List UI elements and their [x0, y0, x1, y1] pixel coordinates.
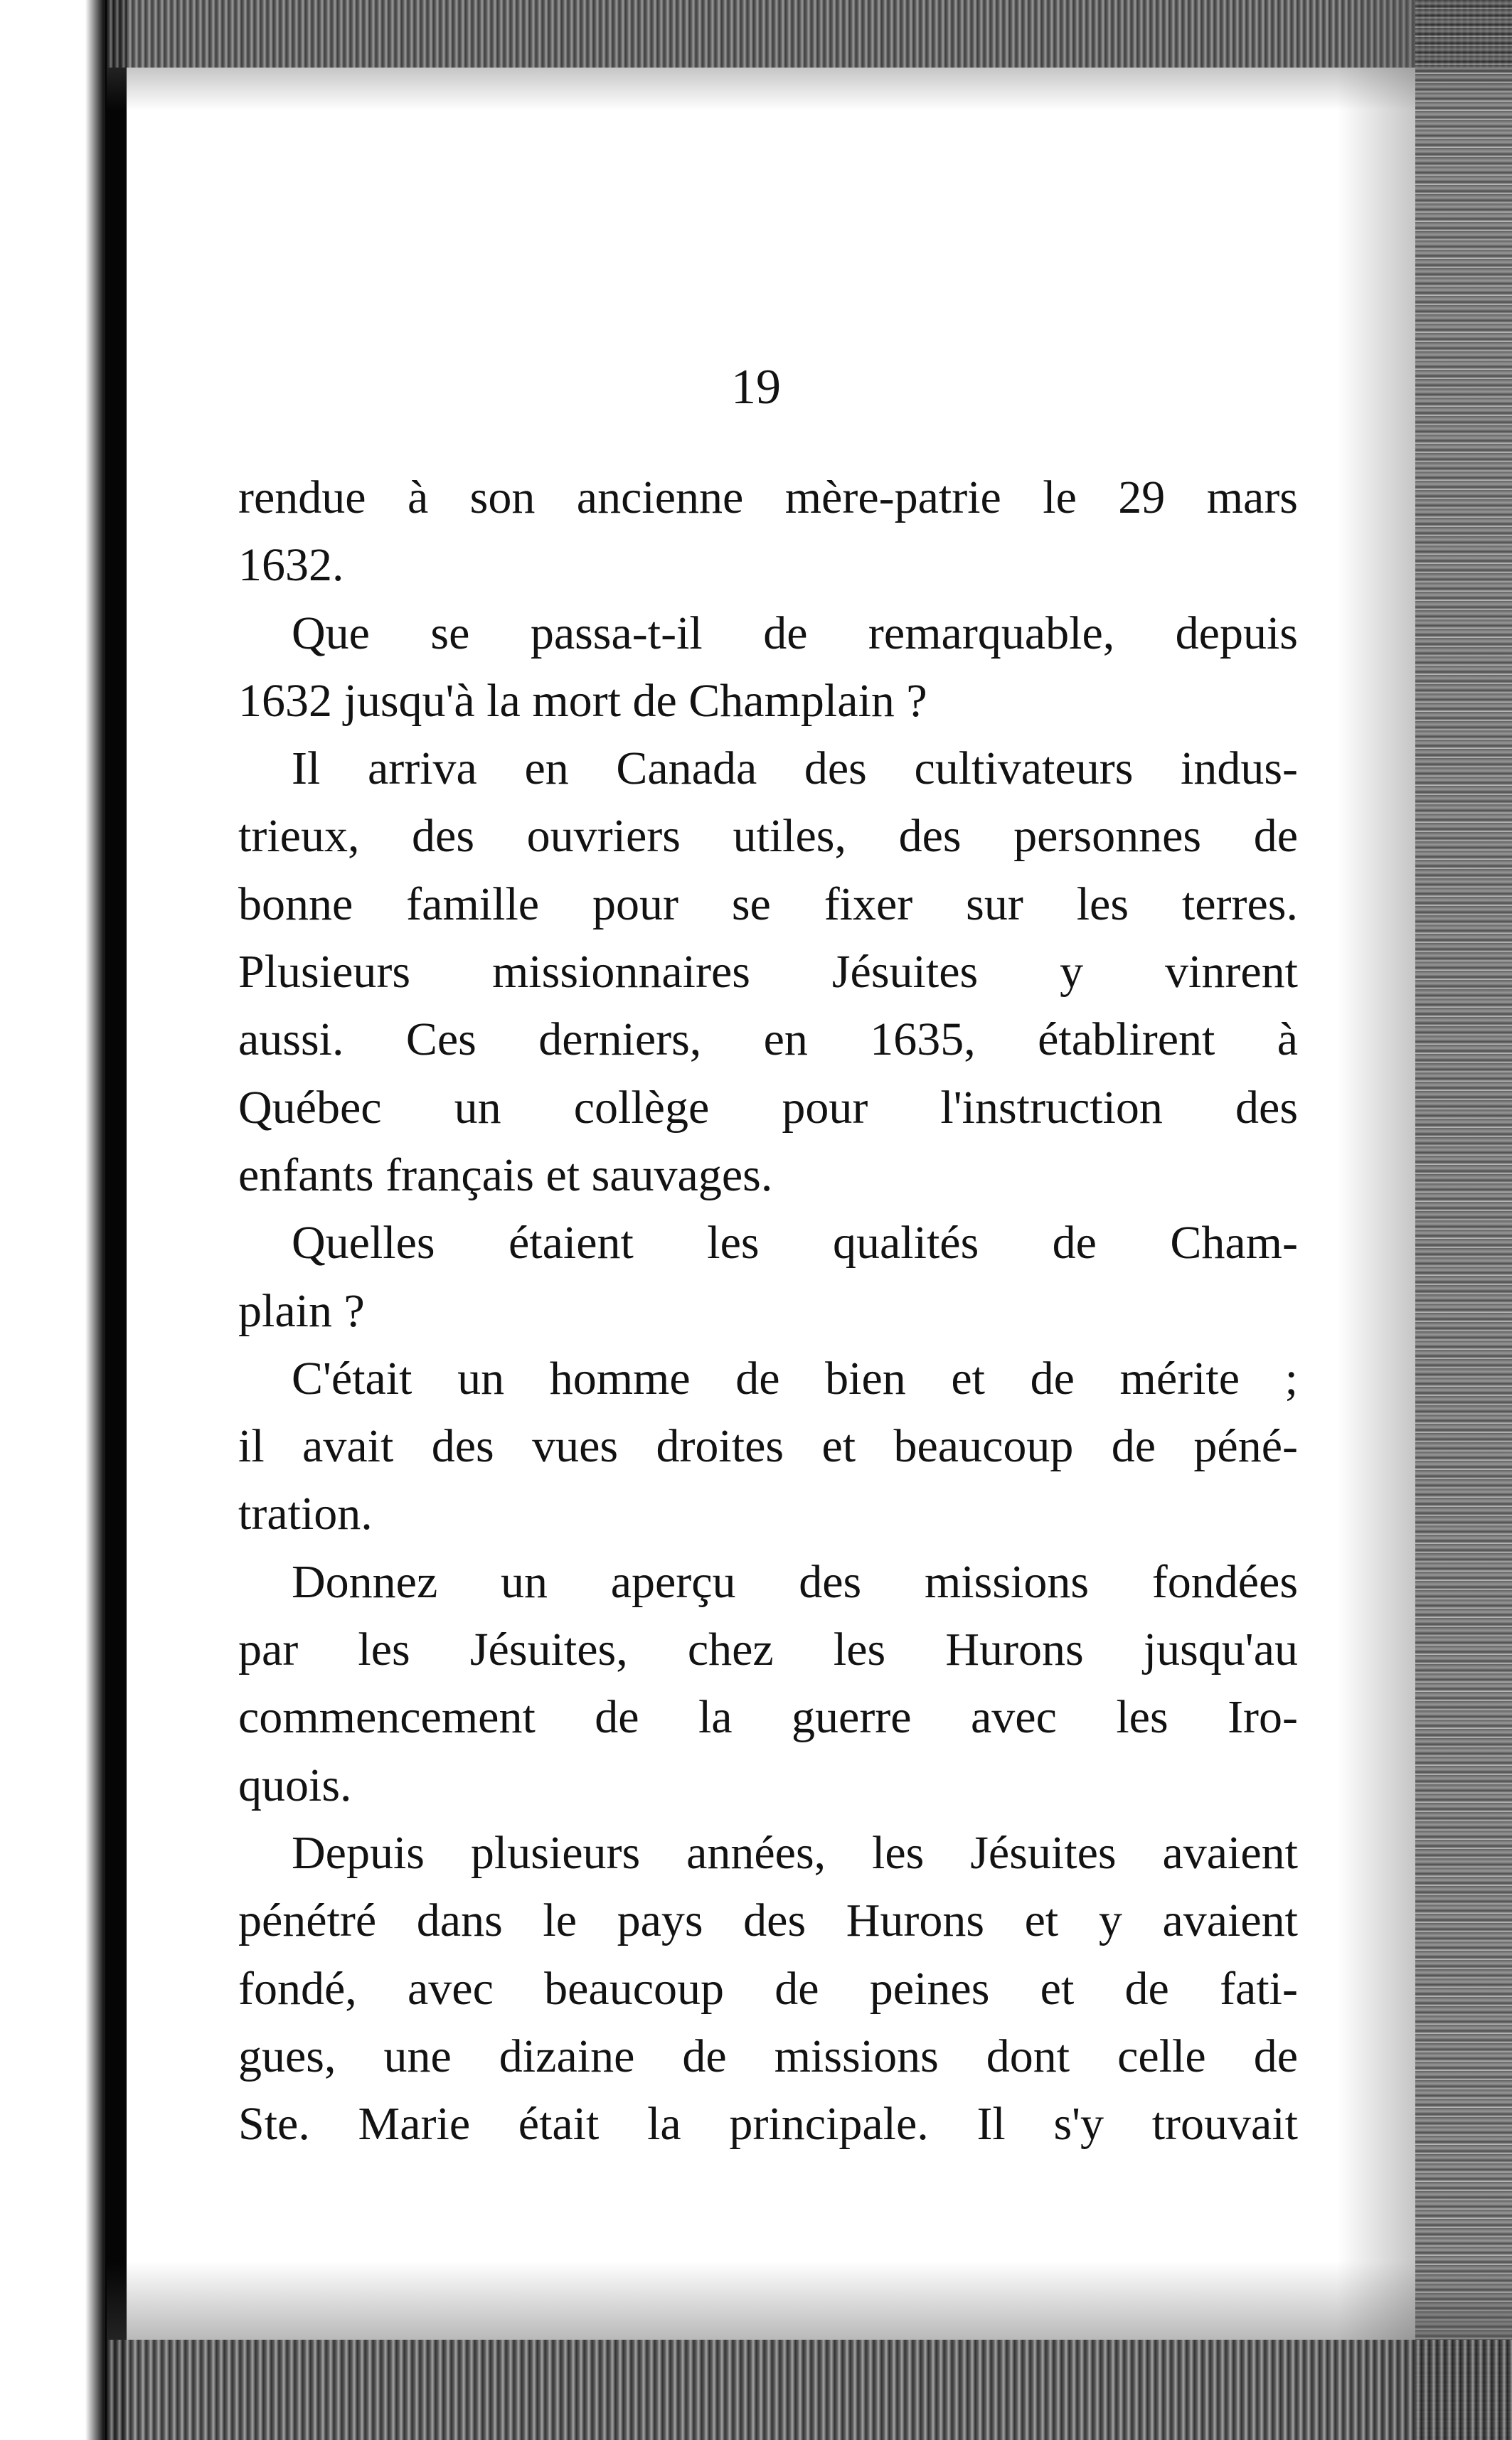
text-line: Quelles étaient les qualités de Cham- [292, 1217, 1298, 1269]
text-line: tration. [238, 1488, 373, 1540]
scan-bottom-shadow [107, 2261, 1512, 2340]
scan-bottom-edge [107, 2340, 1512, 2440]
text-line: C'était un homme de bien et de mérite ; [292, 1352, 1298, 1405]
text-line: pénétré dans le pays des Hurons et y avaient [238, 1895, 1298, 1947]
text-line: bonne famille pour se fixer sur les terres. [238, 878, 1298, 930]
text-line: 1632 jusqu'à la mort de Champlain ? [238, 674, 927, 727]
scan-top-shadow [107, 68, 1512, 110]
text-line: aussi. Ces derniers, en 1635, établirent à [238, 1013, 1298, 1066]
text-line: Depuis plusieurs années, les Jésuites avaient [292, 1826, 1298, 1879]
text-line: Québec un collège pour l'instruction des [238, 1081, 1298, 1134]
text-line: plain ? [238, 1284, 365, 1337]
text-line: Donnez un aperçu des missions fondées [292, 1555, 1298, 1608]
page-body-text [238, 464, 1298, 2158]
text-line: quois. [238, 1759, 352, 1811]
page-number: 19 [731, 360, 781, 415]
text-line: fondé, avec beaucoup de peines et de fati- [238, 1962, 1298, 2015]
text-line: rendue à son ancienne mère-patrie le 29 mars [238, 472, 1298, 523]
text-line: commencement de la guerre avec les Iro- [238, 1691, 1298, 1744]
text-line: enfants français et sauvages. [238, 1149, 773, 1201]
text-line: Que se passa-t-il de remarquable, depuis [292, 607, 1298, 659]
text-line: 1632. [238, 539, 344, 592]
scan-top-edge [107, 0, 1512, 68]
text-line: Plusieurs missionnaires Jésuites y vinrent [238, 946, 1298, 998]
text-line: Ste. Marie était la principale. Il s'y trouvait [238, 2098, 1298, 2151]
text-line: trieux, des ouvriers utiles, des personnes de [238, 810, 1298, 863]
text-line: par les Jésuites, chez les Hurons jusqu'au [238, 1624, 1298, 1676]
text-line: gues, une dizaine de missions dont celle de [238, 2030, 1298, 2082]
text-line: il avait des vues droites et beaucoup de péné- [238, 1420, 1298, 1473]
text-line: Il arriva en Canada des cultivateurs indus- [292, 742, 1298, 795]
